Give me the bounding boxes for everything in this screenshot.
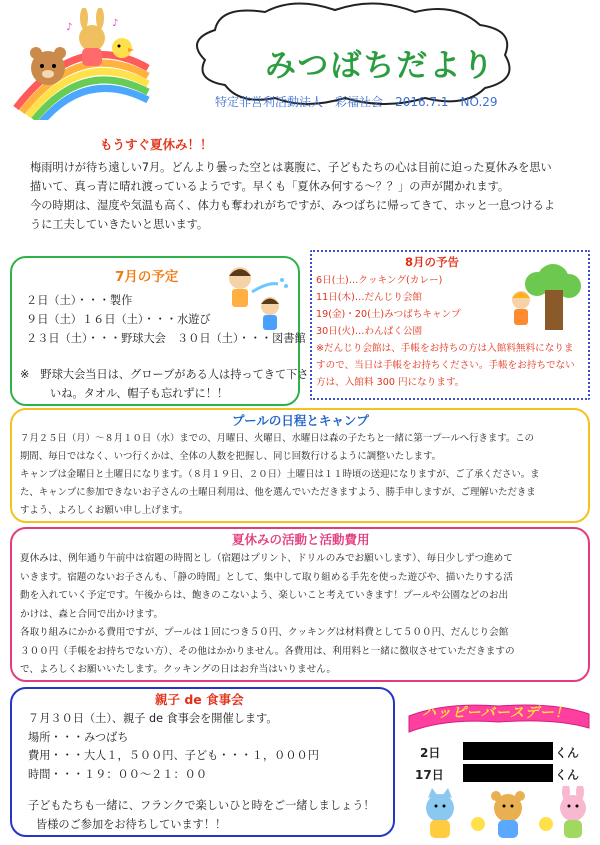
birthday-entry	[420, 744, 440, 761]
august-item: 6日(土)…クッキング(カレー)	[316, 275, 443, 286]
summer-line: 各取り組みにかかる費用ですが、プールは１回につき５０円、クッキングは材料費として５００円、だんじり会館	[20, 627, 509, 638]
bears-rainbow-illustration	[8, 8, 153, 120]
july-note-line: いね。タオル、帽子も忘れずに！！	[50, 387, 229, 400]
meal-line: 時間・・・１９：００～２１：００	[28, 767, 208, 781]
meal-closing	[28, 797, 375, 834]
intro-line: 今の時期は、湿度や気温も高く、体力も奪われがちですが、みつばちに帰ってきて、ホッと一息つけるよ	[30, 199, 556, 212]
july-heading: 7月の予定	[115, 269, 179, 285]
animal-friends-illustration	[418, 786, 593, 841]
august-item: 11日(木)…だんじり会館	[316, 292, 423, 303]
redacted-name-bar	[463, 764, 553, 782]
august-note-line: ※だんじり会館は、手帳をお持ちの方は入館料無料になりま	[316, 343, 574, 354]
meal-closing-line: 皆様のご参加をお待ちしています！！	[36, 817, 227, 831]
summer-text	[20, 550, 515, 680]
summer-heading: 夏休みの活動と活動費用	[232, 532, 370, 547]
issue-date: 2016.7.1	[395, 95, 449, 109]
birthday-suffix: くん	[555, 746, 580, 760]
intro-text	[30, 158, 590, 234]
svg-text:♪: ♪	[112, 18, 119, 29]
meal-closing-line: 子どもたちも一緒に、フランクで楽しいひと時をご一緒しましょう！	[28, 799, 375, 812]
meal-heading: 親子 de 食事会	[155, 692, 244, 707]
july-items	[26, 291, 306, 348]
august-item: 19(金)・20(土)みつばちキャンプ	[316, 309, 461, 320]
summer-line: で、よろしくお願いいたします。クッキングの日はお弁当はいりません。	[20, 664, 336, 675]
organization-type: 特定非営利活動法人	[215, 95, 324, 109]
birthday-entry	[415, 766, 444, 783]
august-note-line: 方は、入館料 300 円になります。	[316, 377, 465, 388]
july-item: ２３日（土）・・・野球大会 ３０日（土）・・・図書館	[26, 332, 306, 345]
pool-heading: プールの日程とキャンプ	[232, 413, 369, 428]
august-heading: 8月の予告	[405, 255, 460, 269]
birthday-banner-text: ハッピーバースデー！	[422, 705, 570, 721]
summer-line: 動を入れていく予定です。午後からは、飽きのこないよう、楽しいこと考えていきます！プールや公園などのお出	[20, 590, 509, 601]
august-item: 30日(火)…わんぱく公園	[316, 326, 423, 337]
pool-text	[20, 430, 540, 520]
pool-line: すよう、よろしくお願い申し上げます。	[20, 505, 189, 516]
redacted-name-bar	[463, 742, 553, 760]
issue-number: NO.29	[460, 95, 498, 109]
july-item: ２日（土）・・・製作	[26, 294, 133, 307]
meal-line: ７月３０日（土）、親子 de 食事会を開催します。	[28, 712, 278, 725]
birthday-suffix: くん	[555, 768, 580, 782]
intro-line: 梅雨明けが待ち遠しい7月。どんより曇った空とは裏腹に、子どもたちの心は目前に迫った夏休みを思い	[30, 161, 552, 174]
meal-details	[28, 710, 319, 784]
july-note-line: ※ 野球大会当日は、グローブがある人は持ってきて下さ	[20, 368, 309, 381]
pool-line: 期間、毎日ではなく、いつ行くかは、全体の人数を把握し、同じ回数行けるように調整いたします。	[20, 451, 441, 462]
meal-line: 場所・・・みつばち	[28, 730, 129, 744]
publisher-line	[215, 93, 498, 110]
newsletter-title: みつばちだより	[265, 48, 496, 84]
intro-heading: もうすぐ夏休み！！	[100, 137, 213, 152]
pool-line: ７月２５日（月）～８月１０日（水）までの、月曜日、火曜日、水曜日は森の子たちと一緒に第一プールへ行きます。この	[20, 433, 535, 444]
august-note-line: すので、当日は手帳をお持ちください。手帳をお持ちでない	[316, 360, 575, 371]
summer-line: ３００円（手帳をお持ちでない方）、その他はかかりません。各費用は、利用料と一緒に徴収させていただきますの	[20, 645, 515, 657]
intro-line: うに工夫していきたいと思います。	[30, 218, 209, 231]
summer-line: 夏休みは、例年通り午前中は宿題の時間とし（宿題はプリント、ドリルのみでお願いします）、毎日少しずつ進めて	[20, 553, 513, 564]
organization-name: 彩福社会	[335, 95, 384, 109]
pool-line: た、キャンプに参加できないお子さんの土曜日利用は、他を選んでいただきますよう、勝手申しますが、ご理解いただきま	[20, 487, 536, 498]
summer-line: かけは、森と合同で出かけます。	[20, 608, 164, 620]
july-note	[20, 365, 309, 403]
intro-line: 描いて、真っ青に晴れ渡っているようです。早くも「夏休み何する～？？」の声が聞かれます。	[30, 180, 510, 193]
summer-line: いきます。宿題のないお子さんも、「静の時間」として、集中して取り組める手先を使った遊びや、描いたりする活	[20, 571, 513, 583]
august-items	[316, 272, 575, 391]
svg-text:♪: ♪	[66, 22, 73, 33]
pool-line: キャンプは金曜日と土曜日になります。（８月１９日、２０日）土曜日は１１時頃の送迎になりますが、ご了承ください。ま	[20, 469, 540, 480]
birthday-day: 17日	[415, 768, 444, 782]
meal-line: 費用・・・大人１，５００円、子ども・・・１，０００円	[28, 749, 319, 762]
july-item: ９日（土）１６日（土）・・・水遊び	[26, 313, 211, 326]
birthday-day: 2日	[420, 746, 441, 760]
